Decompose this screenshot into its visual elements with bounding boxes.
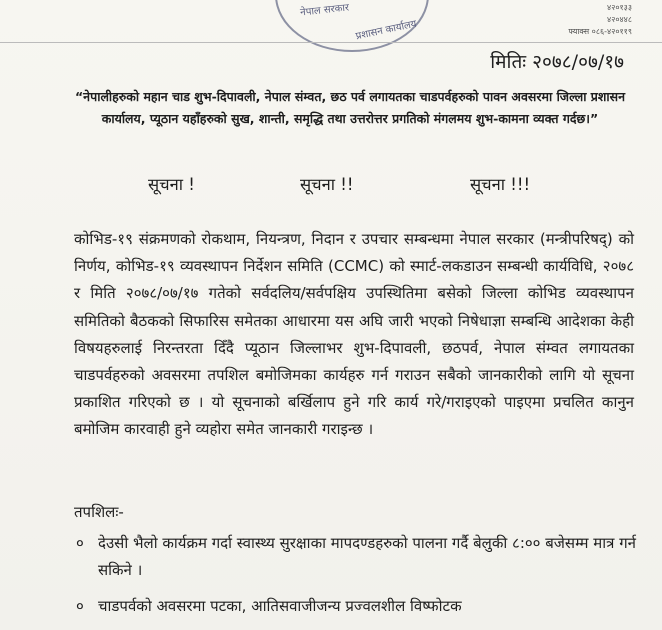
list-item xyxy=(76,593,636,620)
phone-number: ४२०४४८ xyxy=(607,15,632,24)
festival-greeting: “नेपालीहरुको महान चाड शुभ-दिपावली, नेपाल संम्वत, छठ पर्व लगायतका चाडपर्वहरुको पावन अवसरमा जिल्ला प्रशासन कार्यालय, प्यूठान यहाँहरुको सुख, शान्ती, समृद्धि तथा उत्तरोत्तर प्रगतिको मंगलमय शुभ-कामना व्यक्त गर्दछ।” xyxy=(74,89,626,126)
contact-numbers xyxy=(568,2,632,38)
list-bullet: ० xyxy=(76,597,84,615)
letterhead-divider xyxy=(0,42,662,43)
seal-bottom-text: प्रशासन कार्यालय xyxy=(354,18,418,43)
notice-heading-3: सूचना !!! xyxy=(470,175,531,194)
list-item-text: देउसी भैलो कार्यक्रम गर्दा स्वास्थ्य सुरक्षाका मापदण्डहरुको पालना गर्दै बेलुकी ८:०० बजेसम्म मात्र गर्न सकिने । xyxy=(98,534,636,579)
notice-body-paragraph: कोभिड-१९ संक्रमणको रोकथाम, नियन्त्रण, निदान र उपचार सम्बन्धमा नेपाल सरकार (मन्त्रीपरिषद्) को निर्णय, कोभिड-१९ व्यवस्थापन निर्देशन समिति (CCMC) को स्मार्ट-लकडाउन सम्बन्धी कार्यविधि, २०७८ र मिति २०७८/०७/१७ गतेको सर्वदलिय/सर्वपक्षिय उपस्थितिमा बसेको जिल्ला कोभिड व्यवस्थापन समितिको बैठकको सिफारिस समेतका आधारमा यस अघि जारी भएको निषेधाज्ञा सम्बन्धि आदेशका केही विषयहरुलाई निरन्तरता दिँदै प्यूठान जिल्लाभर शुभ-दिपावली, छठपर्व, नेपाल संम्वत लगायतका चाडपर्वहरुको अवसरमा तपशिल बमोजिमका कार्यहरु गर्न गराउन सबैको जानकारीको लागि यो सूचना प्रकाशित गरिएको छ । यो सूचनाको बर्खिलाप हुने गरि कार्य गरे/गराइएको पाइएमा प्रचलित कानुन बमोजिम कारवाही हुने व्यहोरा समेत जानकारी गराइन्छ । xyxy=(74,230,634,439)
fax-number: फ्याक्स ०८६-४२०११९ xyxy=(568,27,632,36)
details-heading: तपशिलः- xyxy=(74,503,124,521)
seal-top-text: नेपाल सरकार xyxy=(299,2,350,19)
list-item-text: चाडपर्वको अवसरमा पटका, आतिसवाजीजन्य प्रज्वलशील विष्फोटक xyxy=(98,597,462,615)
notice-heading-2: सूचना !! xyxy=(300,175,354,194)
list-item xyxy=(76,530,636,584)
phone-number: ४२०१३३ xyxy=(607,3,632,12)
list-bullet: ० xyxy=(76,534,84,552)
notice-heading-1: सूचना ! xyxy=(148,175,195,194)
date-line: मितिः २०७८/०७/१७ xyxy=(490,51,624,73)
